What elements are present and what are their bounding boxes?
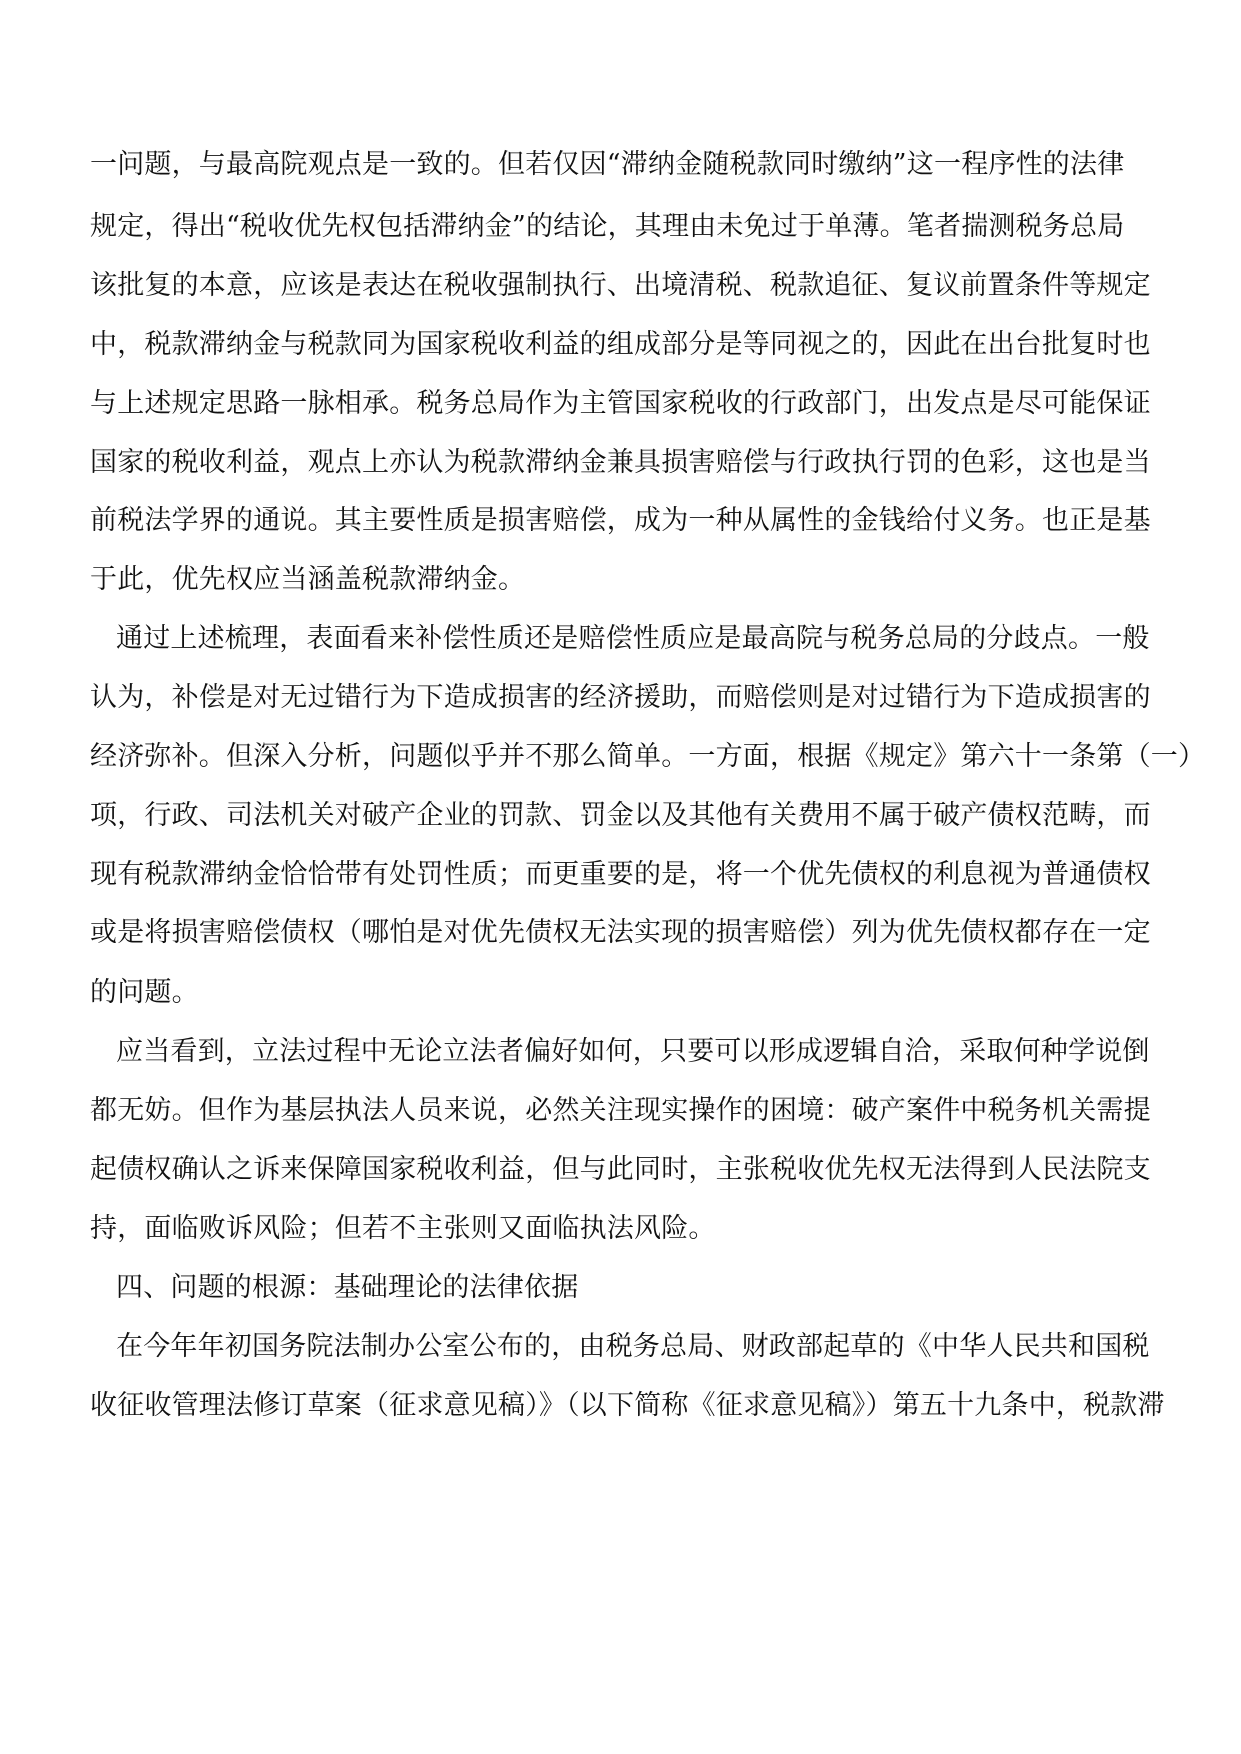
text-line: 都无妨。但作为基层执法人员来说，必然关注现实操作的困境：破产案件中税务机关需提 bbox=[90, 1095, 1151, 1126]
section-heading: 四、问题的根源：基础理论的法律依据 bbox=[116, 1272, 579, 1303]
text-line: 于此，优先权应当涵盖税款滞纳金。 bbox=[90, 564, 526, 595]
text-line: 的问题。 bbox=[90, 977, 199, 1008]
text-line: 中，税款滞纳金与税款同为国家税收利益的组成部分是等同视之的，因此在出台批复时也 bbox=[90, 329, 1151, 360]
text-line: 该批复的本意，应该是表达在税收强制执行、出境清税、税款追征、复议前置条件等规定 bbox=[90, 270, 1151, 301]
text-line: 在今年年初国务院法制办公室公布的，由税务总局、财政部起草的《中华人民共和国税 bbox=[116, 1331, 1150, 1362]
text-line: 国家的税收利益，观点上亦认为税款滞纳金兼具损害赔偿与行政执行罚的色彩，这也是当 bbox=[90, 447, 1151, 478]
text-line: 经济弥补。但深入分析，问题似乎并不那么简单。一方面，根据《规定》第六十一条第（一） bbox=[90, 741, 1206, 772]
text-line: 规定，得出“税收优先权包括滞纳金”的结论，其理由未免过于单薄。笔者揣测税务总局 bbox=[90, 211, 1125, 242]
text-line: 或是将损害赔偿债权（哪怕是对优先债权无法实现的损害赔偿）列为优先债权都存在一定 bbox=[90, 917, 1151, 948]
text-line: 认为，补偿是对无过错行为下造成损害的经济援助，而赔偿则是对过错行为下造成损害的 bbox=[90, 682, 1151, 713]
text-line: 通过上述梳理，表面看来补偿性质还是赔偿性质应是最高院与税务总局的分歧点。一般 bbox=[116, 623, 1150, 654]
text-line: 起债权确认之诉来保障国家税收利益，但与此同时，主张税收优先权无法得到人民法院支 bbox=[90, 1154, 1151, 1185]
text-line: 项，行政、司法机关对破产企业的罚款、罚金以及其他有关费用不属于破产债权范畴，而 bbox=[90, 800, 1151, 831]
text-line: 持，面临败诉风险；但若不主张则又面临执法风险。 bbox=[90, 1213, 716, 1244]
text-line: 一问题，与最高院观点是一致的。但若仅因“滞纳金随税款同时缴纳”这一程序性的法律 bbox=[90, 149, 1125, 180]
text-line: 收征收管理法修订草案（征求意见稿）》（以下简称《征求意见稿》）第五十九条中，税款滞 bbox=[90, 1390, 1165, 1421]
text-line: 现有税款滞纳金恰恰带有处罚性质；而更重要的是，将一个优先债权的利息视为普通债权 bbox=[90, 859, 1151, 890]
text-line: 前税法学界的通说。其主要性质是损害赔偿，成为一种从属性的金钱给付义务。也正是基 bbox=[90, 505, 1151, 536]
text-line: 应当看到，立法过程中无论立法者偏好如何，只要可以形成逻辑自洽，采取何种学说倒 bbox=[116, 1036, 1150, 1067]
text-line: 与上述规定思路一脉相承。税务总局作为主管国家税收的行政部门，出发点是尽可能保证 bbox=[90, 388, 1151, 419]
